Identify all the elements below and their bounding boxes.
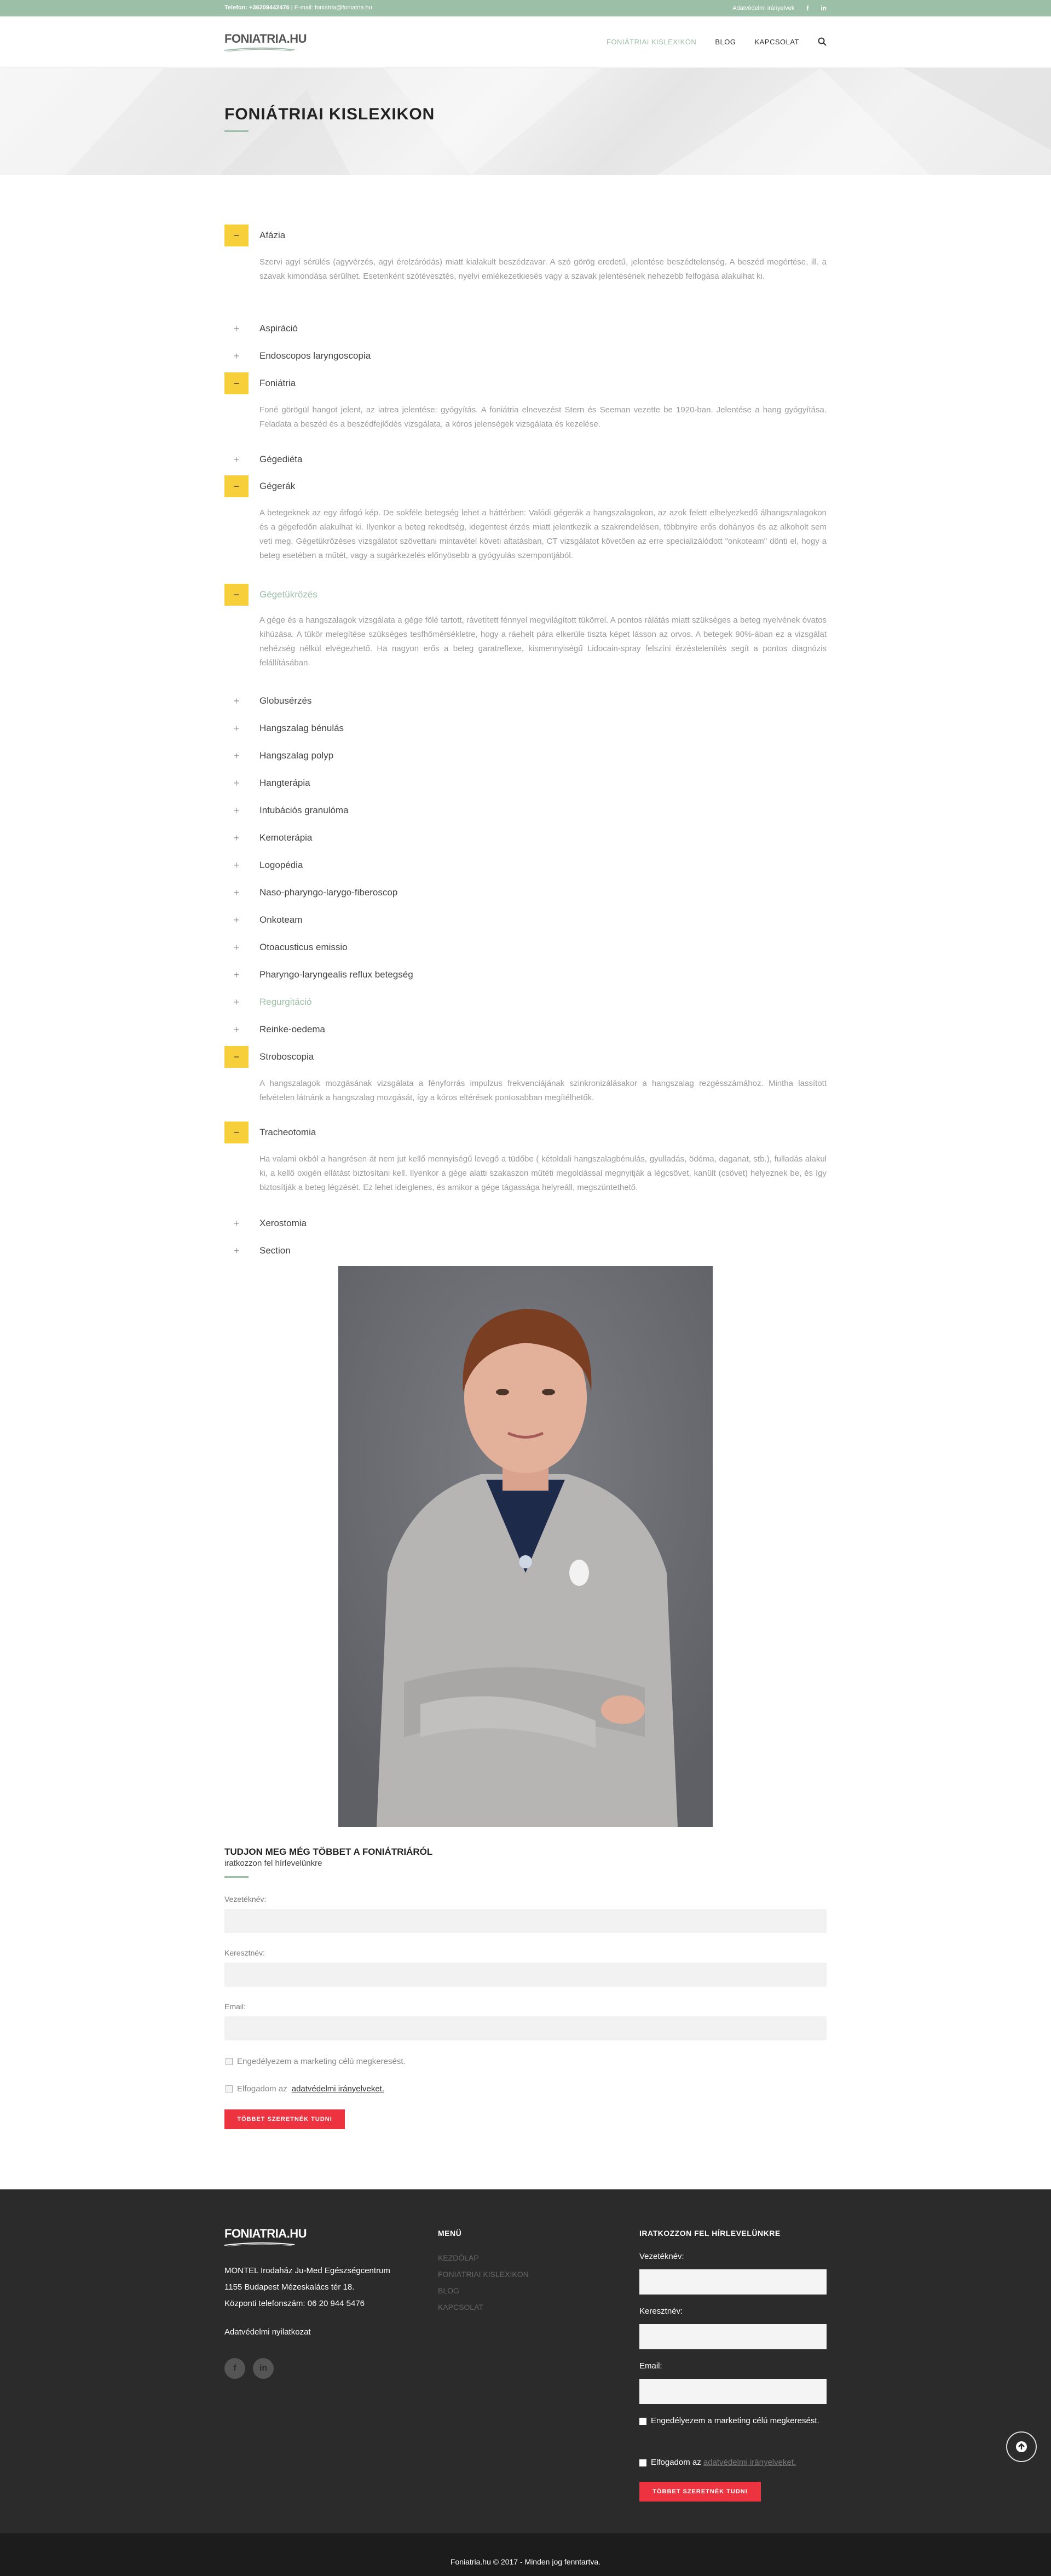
footer-linkedin-icon[interactable]: in (253, 2358, 274, 2379)
privacy-consent-label: Elfogadom az (237, 2084, 287, 2094)
expand-icon[interactable]: + (233, 887, 240, 898)
footer-social (224, 2358, 274, 2379)
footer-privacy-label: Elfogadom az (651, 2458, 701, 2467)
phone-label: Telefon: (224, 4, 247, 11)
lexicon-item-header[interactable] (224, 882, 827, 904)
collapse-icon[interactable]: − (224, 1046, 249, 1068)
footer-privacy-checkbox[interactable] (639, 2459, 646, 2466)
arrow-up-icon (1015, 2441, 1027, 2453)
collapse-icon[interactable]: − (224, 584, 249, 606)
linkedin-icon[interactable]: in (821, 4, 827, 12)
search-icon[interactable] (818, 37, 827, 46)
lastname-field[interactable] (224, 1909, 827, 1933)
newsletter-submit-button[interactable]: TÖBBET SZERETNÉK TUDNI (224, 2109, 345, 2129)
lexicon-item-header[interactable] (224, 318, 827, 340)
footer-menu (438, 2250, 529, 2315)
lexicon-item-header[interactable] (224, 1046, 827, 1068)
footer-bottom-bar (0, 2533, 1051, 2576)
lexicon-item-header[interactable] (224, 991, 827, 1013)
expand-icon[interactable]: + (233, 777, 240, 789)
footer-marketing-consent[interactable] (639, 2414, 827, 2428)
firstname-label: Keresztnév: (224, 1948, 265, 1957)
lexicon-definition: Szervi agyi sérülés (agyvérzés, agyi érelzáródás) miatt kialakult beszédzavar. A szó görög eredetű, jelentése beszédtelenség. A beszéd megértése, ill. a szavak kimondása sérülhet. Esetenként szótévesztés, nyelvi emlékezetkiesés vagy a szavak jelentésének nehezebb felfogása alakulhat ki. (259, 257, 827, 281)
privacy-consent[interactable] (226, 2084, 384, 2094)
address-line: 1155 Budapest Mézeskalács tér 18. (224, 2282, 355, 2292)
expand-icon[interactable]: + (233, 941, 240, 953)
footer-logo-swoosh-icon (224, 2242, 294, 2246)
lexicon-item-header[interactable] (224, 372, 827, 394)
expand-icon[interactable]: + (233, 996, 240, 1008)
site-footer (0, 2189, 1051, 2576)
lexicon-item-header[interactable] (224, 225, 827, 246)
lexicon-item-header[interactable] (224, 1212, 827, 1234)
lexicon-term: Logopédia (259, 860, 303, 870)
newsletter-underline (224, 1876, 249, 1878)
newsletter-title: TUDJON MEG MÉG TÖBBET A FONIÁTRIÁRÓL (224, 1847, 433, 1857)
expand-icon[interactable]: + (233, 1024, 240, 1035)
lexicon-item-header[interactable] (224, 690, 827, 712)
address-line: Központi telefonszám: 06 20 944 5476 (224, 2299, 365, 2308)
lexicon-term: Pharyngo-laryngealis reflux betegség (259, 969, 413, 980)
footer-lastname-field[interactable] (639, 2269, 827, 2295)
expand-icon[interactable]: + (233, 914, 240, 925)
collapse-icon[interactable]: − (224, 475, 249, 497)
copyright: Foniatria.hu © 2017 - Minden jog fenntartva. (450, 2557, 601, 2566)
privacy-policy-link[interactable]: adatvédelmi irányelveket. (291, 2084, 384, 2094)
footer-submit-button[interactable]: TÖBBET SZERETNÉK TUDNI (639, 2482, 761, 2502)
collapse-icon[interactable]: − (224, 372, 249, 394)
footer-menu-title: MENÜ (438, 2229, 462, 2238)
lexicon-term: Reinke-oedema (259, 1024, 326, 1034)
expand-icon[interactable]: + (233, 969, 240, 980)
newsletter-subtitle: iratkozzon fel hírlevelünkre (224, 1859, 322, 1868)
lexicon-item-header[interactable] (224, 1019, 827, 1040)
lexicon-term: Section (259, 1245, 291, 1256)
lexicon-term: Regurgitáció (259, 997, 312, 1007)
footer-menu-item[interactable]: KEZDŐLAP (438, 2253, 479, 2262)
footer-privacy-link[interactable]: Adatvédelmi nyilatkozat (224, 2327, 311, 2337)
expand-icon[interactable]: + (233, 453, 240, 465)
collapse-icon[interactable]: − (224, 1122, 249, 1143)
contact-info: Telefon: +36209442476 | E-mail: foniatria@foniatria.hu (224, 4, 372, 11)
lexicon-definition: A betegeknek az egy átfogó kép. De sokféle betegség lehet a háttérben: Valódi gégerák a hangszalagokon, az azok felett elhelyezkedő álhangszalagokon és a gégefedőn alakulhat ki. Ilyenkor a beteg rekedtség, idegentest érzés miatt jelentkezik a szakrendelésen, többnyire erős dohányos és az alkoholt sem veti meg. Gégetükrözéses vizsgálatot szövettani mintavétel követi altatásban, CT vizsgálatot követően az erre specializálódott "onkoteam" dönti el, hogy a beteg esetében a műtét, vagy a sugárkezelés előnyösebb a gyógyulás szempontjából. (259, 508, 827, 560)
lexicon-item-header[interactable] (224, 1122, 827, 1143)
top-bar-right (732, 4, 827, 12)
footer-menu-item[interactable]: BLOG (438, 2286, 459, 2295)
nav-kapcsolat[interactable]: KAPCSOLAT (754, 37, 799, 46)
marketing-checkbox[interactable] (226, 2058, 233, 2065)
lexicon-item-header[interactable] (224, 584, 827, 606)
site-logo[interactable] (224, 32, 307, 54)
footer-privacy-policy-link[interactable]: adatvédelmi irányelveket. (703, 2458, 796, 2467)
privacy-checkbox[interactable] (226, 2085, 233, 2092)
lexicon-term: Xerostomia (259, 1218, 307, 1228)
footer-marketing-label: Engedélyezem a marketing célú megkeresést. (651, 2416, 819, 2425)
lexicon-item-header[interactable] (224, 964, 827, 986)
footer-marketing-checkbox[interactable] (639, 2418, 646, 2425)
email-label: E-mail: (294, 4, 313, 11)
collapse-icon[interactable]: − (224, 225, 249, 246)
lexicon-item-header[interactable] (224, 909, 827, 931)
expand-icon[interactable]: + (233, 323, 240, 334)
doctor-portrait (338, 1266, 713, 1827)
footer-logo[interactable] (224, 2227, 307, 2246)
title-underline (224, 130, 249, 132)
lexicon-term: Hangszalag polyp (259, 750, 334, 761)
expand-icon[interactable]: + (233, 750, 240, 761)
email-link[interactable]: foniatria@foniatria.hu (315, 4, 372, 11)
main-nav (607, 37, 827, 46)
lexicon-term: Kemoterápia (259, 832, 313, 843)
lexicon-term: Naso-pharyngo-larygo-fiberoscop (259, 887, 398, 898)
lexicon-definition: A gége és a hangszalagok vizsgálata a gége fölé tartott, rávetített fénnyel megvilágított tükörrel. A pontos rálátás miatt szükséges a beteg nyelvének óvatos kihúzása. A tükör melegítése szükséges tesfhőmérsékletre, hogy a ráehelt pára elkerüle tiszta képet lásson az orvos. A betegek 90%-ában ez a vizsgálat nehézség nélkül elvégezhető. Ha nagyon erős a beteg garatreflexe, kismennyiségű Lidocain-spray felszíni érzéstelenítés segít a pontos diagnózis felállításában. (259, 616, 827, 668)
marketing-consent-label: Engedélyezem a marketing célú megkeresést. (237, 2057, 406, 2066)
page-title: FONIÁTRIAI KISLEXIKON (224, 105, 435, 123)
lexicon-item-header[interactable] (224, 449, 827, 470)
background-pattern (0, 68, 1051, 175)
footer-firstname-label: Keresztnév: (639, 2307, 683, 2316)
lexicon-item-header[interactable] (224, 1240, 827, 1262)
lexicon-term: Intubációs granulóma (259, 805, 349, 815)
lexicon-definition: Foné görögül hangot jelent, az iatrea jelentése: gyógyítás. A foniátria elnevezést Stern és Seeman vezette be 1920-ban. Jelentése a hang gyógyítása. Feladata a beszéd és a beszédfejlődés vizsgálata, a kóros jelenségek vizsgálata és kezelése. (259, 405, 827, 429)
footer-logo-text: FONIATRIA.HU (224, 2227, 307, 2240)
footer-email-field[interactable] (639, 2379, 827, 2404)
lexicon-term: Otoacusticus emissio (259, 942, 348, 952)
lexicon-term: Aspiráció (259, 323, 298, 334)
facebook-icon[interactable]: f (806, 4, 809, 12)
logo-swoosh-icon (224, 47, 294, 51)
footer-firstname-field[interactable] (639, 2324, 827, 2349)
expand-icon[interactable]: + (233, 1217, 240, 1229)
lexicon-item-header[interactable] (224, 827, 827, 849)
expand-icon[interactable]: + (233, 804, 240, 816)
lexicon-term: Gégetükrözés (259, 589, 317, 600)
lexicon-item-header[interactable] (224, 475, 827, 497)
email-field[interactable] (224, 2016, 827, 2040)
top-bar (0, 0, 1051, 16)
lexicon-item-header[interactable] (224, 345, 827, 367)
footer-menu-item[interactable]: FONIÁTRIAI KISLEXIKON (438, 2270, 529, 2279)
lexicon-item-header[interactable] (224, 800, 827, 821)
logo-text: FONIATRIA.HU (224, 32, 307, 45)
lexicon-item-header[interactable] (224, 772, 827, 794)
page-title-band (0, 68, 1051, 175)
lastname-label: Vezetéknév: (224, 1895, 267, 1904)
footer-facebook-icon[interactable]: f (224, 2358, 245, 2379)
footer-privacy-consent[interactable] (639, 2456, 827, 2470)
lexicon-term: Globusérzés (259, 695, 312, 706)
lexicon-item-header[interactable] (224, 936, 827, 958)
lexicon-definition: Ha valami okból a hangrésen át nem jut kellő mennyiségű levegő a tüdőbe ( kétoldali hangszalagbénulás, gyulladás, ödéma, daganat, stb.), fulladás alakul ki, a kellő oxigén ellátást biztosítani kell. Ilyenkor a gége alatti szakaszon műtéti megoldással megnyitják a légcsövet, kanült (csövet) helyeznek be, és így biztosítják a beteg légzését. Ez lehet ideiglenes, és amikor a gége tágassága helyreáll, megszüntethető. (259, 1154, 827, 1192)
lexicon-term: Afázia (259, 230, 286, 240)
footer-address (224, 2263, 390, 2312)
expand-icon[interactable]: + (233, 859, 240, 871)
site-header (0, 16, 1051, 68)
phone-number[interactable]: +36209442476 (249, 4, 290, 11)
address-line: MONTEL Irodaház Ju-Med Egészségcentrum (224, 2266, 390, 2275)
privacy-link[interactable]: Adatvédelmi irányelvek (732, 5, 795, 12)
lexicon-term: Tracheotomia (259, 1127, 316, 1137)
marketing-consent[interactable] (226, 2057, 406, 2066)
nav-lexikon[interactable]: FONIÁTRIAI KISLEXIKON (606, 37, 697, 46)
lexicon-term: Onkoteam (259, 915, 303, 925)
email-label: Email: (224, 2002, 246, 2011)
footer-email-label: Email: (639, 2361, 662, 2371)
lexicon-definition: A hangszalagok mozgásának vizsgálata a fényforrás impulzus frekvenciájának szinkronizálásakor a hangszalag rezgésszámához. Mintha lassított felvételen látnánk a hangszalag mozgását, így a kóros eltérések pontosabban megítélhetők. (259, 1079, 827, 1102)
footer-newsletter-title: IRATKOZZON FEL HÍRLEVELÜNKRE (639, 2229, 781, 2238)
firstname-field[interactable] (224, 1963, 827, 1987)
lexicon-term: Hangszalag bénulás (259, 723, 344, 733)
scroll-to-top-button[interactable] (1006, 2431, 1037, 2462)
expand-icon[interactable]: + (233, 832, 240, 843)
lexicon-item-header[interactable] (224, 745, 827, 767)
lexicon-item-header[interactable] (224, 717, 827, 739)
lexicon-term: Stroboscopia (259, 1051, 314, 1062)
expand-icon[interactable]: + (233, 722, 240, 734)
lexicon-term: Endoscopos laryngoscopia (259, 350, 371, 361)
footer-menu-item[interactable]: KAPCSOLAT (438, 2303, 483, 2312)
lexicon-term: Gégediéta (259, 454, 303, 464)
expand-icon[interactable]: + (233, 695, 240, 706)
lexicon-item-header[interactable] (224, 854, 827, 876)
expand-icon[interactable]: + (233, 350, 240, 361)
lexicon-term: Hangterápia (259, 778, 310, 788)
nav-blog[interactable]: BLOG (715, 37, 736, 46)
lexicon-term: Gégerák (259, 481, 296, 491)
expand-icon[interactable]: + (233, 1245, 240, 1256)
lexicon-term: Foniátria (259, 378, 296, 388)
footer-lastname-label: Vezetéknév: (639, 2252, 684, 2261)
